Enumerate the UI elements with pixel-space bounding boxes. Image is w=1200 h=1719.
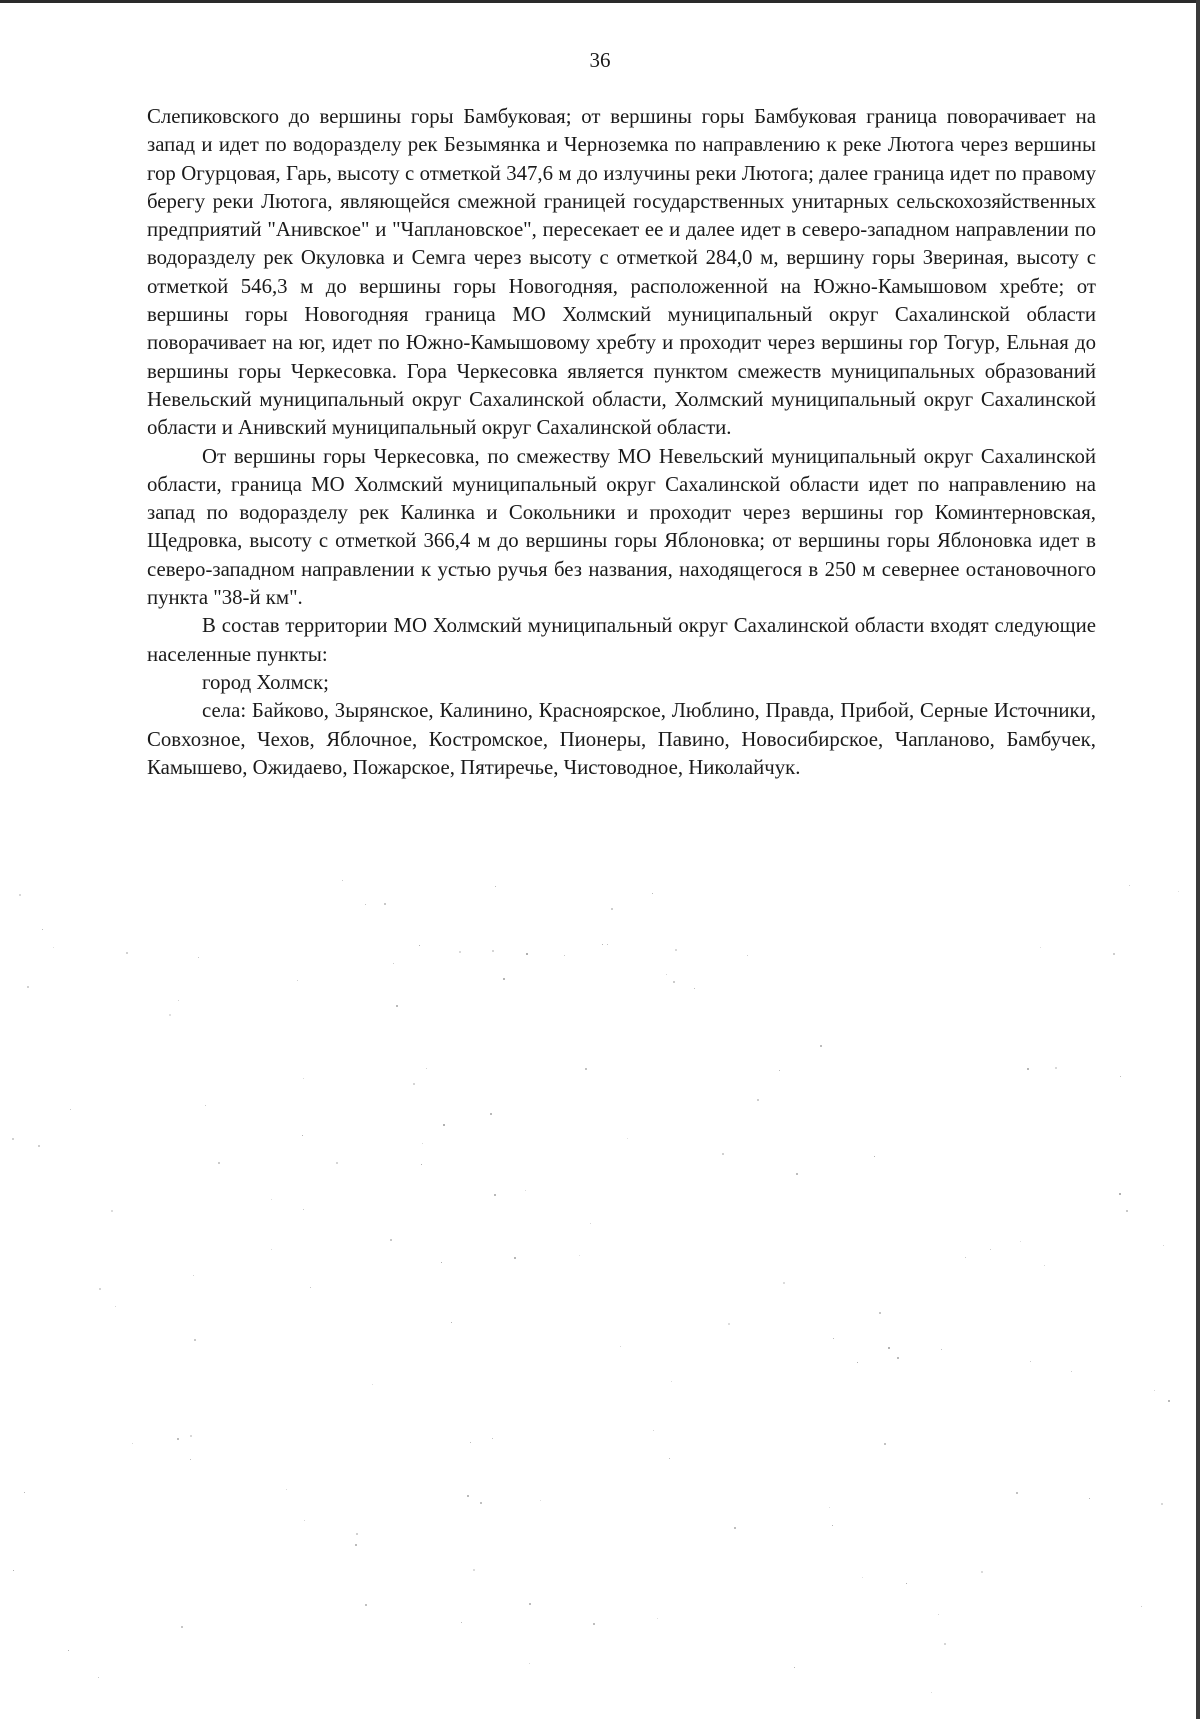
- scan-speck: [53, 947, 54, 948]
- scan-speck: [529, 1603, 531, 1605]
- scan-speck: [12, 1138, 14, 1140]
- scan-speck: [657, 1618, 658, 1619]
- scan-speck: [169, 1014, 171, 1016]
- scan-speck: [342, 880, 343, 881]
- scan-speck: [747, 955, 748, 956]
- scan-speck: [480, 1502, 482, 1504]
- scan-speck: [42, 929, 43, 930]
- scan-speck: [422, 1143, 423, 1144]
- scan-speck: [1113, 953, 1115, 955]
- scan-speck: [1055, 1067, 1057, 1069]
- scan-speck: [198, 957, 199, 958]
- scan-speck: [1020, 1241, 1021, 1242]
- scan-speck: [355, 1544, 357, 1546]
- scan-speck: [694, 988, 695, 989]
- scan-speck: [271, 1249, 272, 1250]
- scan-speck: [1126, 1210, 1128, 1212]
- scan-speck: [620, 1346, 621, 1347]
- scan-speck: [297, 980, 298, 981]
- scan-speck: [38, 1145, 40, 1147]
- paragraph-villages: села: Байково, Зырянское, Калинино, Красноярское, Люблино, Правда, Прибой, Серные Источники, Совхозное, Чехов, Яблочное, Костромское, Пионеры, Павино, Новосибирское, Чапланово, Бамбучек, Камышево, Ожидаево, Пожарское, Пятиречье, Чистоводное, Николайчук.: [147, 699, 1096, 779]
- scan-speck: [492, 950, 494, 952]
- scan-speck: [526, 953, 528, 955]
- scan-speck: [669, 1458, 670, 1459]
- scan-speck: [495, 886, 496, 887]
- scan-speck: [832, 1525, 833, 1526]
- scan-speck: [193, 1275, 194, 1276]
- scan-speck: [673, 981, 675, 983]
- scan-speck: [302, 1135, 303, 1136]
- scan-speck: [722, 1153, 724, 1155]
- scan-speck: [304, 1520, 305, 1521]
- scan-speck: [1120, 1076, 1121, 1077]
- scan-speck: [70, 1109, 71, 1110]
- scan-speck: [27, 986, 29, 988]
- scan-speck: [1141, 1606, 1142, 1607]
- scan-speck: [451, 1322, 452, 1323]
- scan-speck: [602, 944, 603, 945]
- scan-speck: [627, 1138, 628, 1139]
- scan-speck: [794, 1667, 795, 1668]
- scan-speck: [931, 1692, 932, 1693]
- scan-edge-top: [0, 0, 1200, 3]
- scan-speck: [981, 1571, 983, 1573]
- scan-speck: [1040, 947, 1041, 948]
- scan-speck: [653, 1430, 654, 1431]
- scan-speck: [820, 1045, 822, 1047]
- scan-speck: [652, 893, 653, 894]
- scan-speck: [888, 1347, 890, 1349]
- scan-speck: [190, 1459, 191, 1460]
- scan-speck: [494, 1194, 496, 1196]
- scan-speck: [1119, 1193, 1121, 1195]
- scan-speck: [525, 1190, 526, 1191]
- scan-speck: [24, 1492, 25, 1493]
- scan-speck: [365, 1604, 367, 1606]
- scan-speck: [1016, 1492, 1018, 1494]
- scan-speck: [396, 1005, 398, 1007]
- scan-speck: [833, 1338, 834, 1339]
- scan-speck: [126, 952, 128, 954]
- scan-speck: [514, 1257, 516, 1259]
- scan-speck: [1154, 1390, 1155, 1391]
- scan-speck: [365, 904, 366, 905]
- scan-speck: [19, 894, 21, 896]
- scan-speck: [178, 1000, 179, 1001]
- scan-speck: [938, 1614, 939, 1615]
- scan-speck: [1178, 891, 1179, 892]
- scan-speck: [607, 944, 608, 945]
- paragraph-territory-intro: В состав территории МО Холмский муниципальный округ Сахалинской области входят следующие населенные пункты:: [147, 614, 1096, 666]
- scan-speck: [666, 974, 667, 975]
- scan-speck: [671, 1381, 672, 1382]
- scan-speck: [467, 1495, 469, 1497]
- scan-speck: [734, 1527, 736, 1529]
- scan-edge-right: [1196, 0, 1200, 1719]
- scan-speck: [829, 1507, 830, 1508]
- page-number: 36: [589, 48, 611, 72]
- scan-speck: [336, 1162, 338, 1164]
- scan-speck: [874, 1156, 875, 1157]
- scan-speck: [421, 1164, 422, 1165]
- scan-speck: [529, 1663, 530, 1664]
- scan-speck: [419, 945, 420, 946]
- scan-speck: [593, 1623, 595, 1625]
- scan-speck: [13, 1570, 14, 1571]
- scan-speck: [590, 1223, 591, 1224]
- scan-speck: [1161, 1503, 1163, 1505]
- scan-speck: [611, 908, 613, 910]
- scan-speck: [990, 1249, 991, 1250]
- scan-speck: [1163, 1245, 1164, 1246]
- scan-speck: [356, 1533, 358, 1535]
- scan-speck: [426, 1068, 427, 1069]
- scan-speck: [783, 1282, 785, 1284]
- scan-speck: [372, 1384, 373, 1385]
- scan-speck: [111, 1210, 113, 1212]
- scan-speck: [68, 1650, 69, 1651]
- scan-speck: [884, 1443, 886, 1445]
- scan-speck: [459, 951, 461, 953]
- paragraph-boundary-cherkesovka: От вершины горы Черкесовка, по смежеству МО Невельский муниципальный округ Сахалинской области, граница МО Холмский муниципальный округ Сахалинской области идет по направлению на запад по водоразделу рек Калинка и Сокольники и проходит через вершины гор Коминтерновская, Щедровка, высоту с отметкой 366,4 м до вершины горы Яблоновка; от вершины горы Яблоновка идет в северо-западном направлении к устью ручья без названия, находящегося в 250 м севернее остановочного пункта "38-й км".: [147, 444, 1096, 610]
- scan-speck: [205, 1105, 206, 1106]
- document-body: [147, 103, 1096, 782]
- scan-speck: [728, 1323, 730, 1325]
- scan-speck: [181, 1626, 183, 1628]
- scan-speck: [393, 963, 394, 964]
- scan-speck: [941, 1349, 942, 1350]
- scan-speck: [177, 1438, 179, 1440]
- scan-speck: [132, 1443, 133, 1444]
- scan-speck: [310, 1287, 311, 1288]
- scan-speck: [271, 1199, 272, 1200]
- scan-speck: [194, 1339, 196, 1341]
- scan-speck: [779, 1070, 780, 1071]
- scan-speck: [540, 1500, 541, 1501]
- scan-speck: [857, 1362, 858, 1363]
- scan-speck: [1168, 1400, 1170, 1402]
- scan-speck: [579, 1255, 580, 1256]
- scan-speck: [461, 1622, 462, 1623]
- scan-speck: [303, 1078, 304, 1079]
- scan-speck: [303, 1209, 304, 1210]
- scan-speck: [564, 955, 565, 956]
- scan-speck: [1027, 1068, 1029, 1070]
- paragraph-boundary-continuation: Слепиковского до вершины горы Бамбуковая; от вершины горы Бамбуковая граница поворачивает на запад и идет по водоразделу рек Безымянка и Черноземка по направлению к реке Лютога через вершины гор Огурцовая, Гарь, высоту с отметкой 347,6 м до излучины реки Лютога; далее граница идет по правому берегу реки Лютога, являющейся смежной границей государственных унитарных сельскохозяйственных предприятий "Анивское" и "Чаплановское", пересекает ее и далее идет в северо-западном направлении по водоразделу рек Окуловка и Семга через высоту с отметкой 284,0 м, вершину горы Звериная, высоту с отметкой 546,3 м до вершины горы Новогодняя, расположенной на Южно-Камышовом хребте; от вершины горы Новогодняя граница МО Холмский муниципальный округ Сахалинской области поворачивает на юг, идет по Южно-Камышовому хребту и проходит через вершины гор Тогур, Ельная до вершины горы Черкесовка. Гора Черкесовка является пунктом смежеств муниципальных образований Невельский муниципальный округ Сахалинской области, Холмский муниципальный округ Сахалинской области и Анивский муниципальный округ Сахалинской области.: [147, 105, 1096, 440]
- scan-speck: [1071, 1371, 1072, 1372]
- scan-speck: [1030, 1361, 1031, 1362]
- scan-speck: [503, 978, 505, 980]
- scan-speck: [585, 1068, 587, 1070]
- scan-speck: [675, 949, 677, 951]
- scan-speck: [492, 1438, 493, 1439]
- scan-speck: [897, 1357, 899, 1359]
- scan-speck: [441, 1262, 442, 1263]
- paragraph-city: город Холмск;: [202, 670, 329, 694]
- scan-speck: [390, 1239, 392, 1241]
- scan-speck: [286, 1489, 287, 1490]
- scan-speck: [98, 1677, 99, 1678]
- scan-speck: [1129, 885, 1130, 886]
- scan-speck: [218, 1162, 220, 1164]
- scan-speck: [413, 1083, 415, 1085]
- scan-speck: [115, 1306, 116, 1307]
- scan-speck: [473, 1569, 475, 1571]
- scan-speck: [1089, 1498, 1090, 1499]
- scan-speck: [1044, 1265, 1045, 1266]
- scan-speck: [190, 1435, 192, 1437]
- scan-speck: [384, 903, 386, 905]
- scan-speck: [99, 1288, 101, 1290]
- scan-speck: [757, 1099, 759, 1101]
- scan-speck: [879, 1312, 881, 1314]
- scan-speck: [965, 1257, 966, 1258]
- scan-speck: [470, 1442, 471, 1443]
- scan-speck: [796, 1173, 798, 1175]
- scan-speck: [862, 1577, 863, 1578]
- scan-speck: [490, 1113, 492, 1115]
- scan-speck: [944, 1643, 946, 1645]
- scan-speck: [443, 1124, 445, 1126]
- scan-speck: [906, 1583, 907, 1584]
